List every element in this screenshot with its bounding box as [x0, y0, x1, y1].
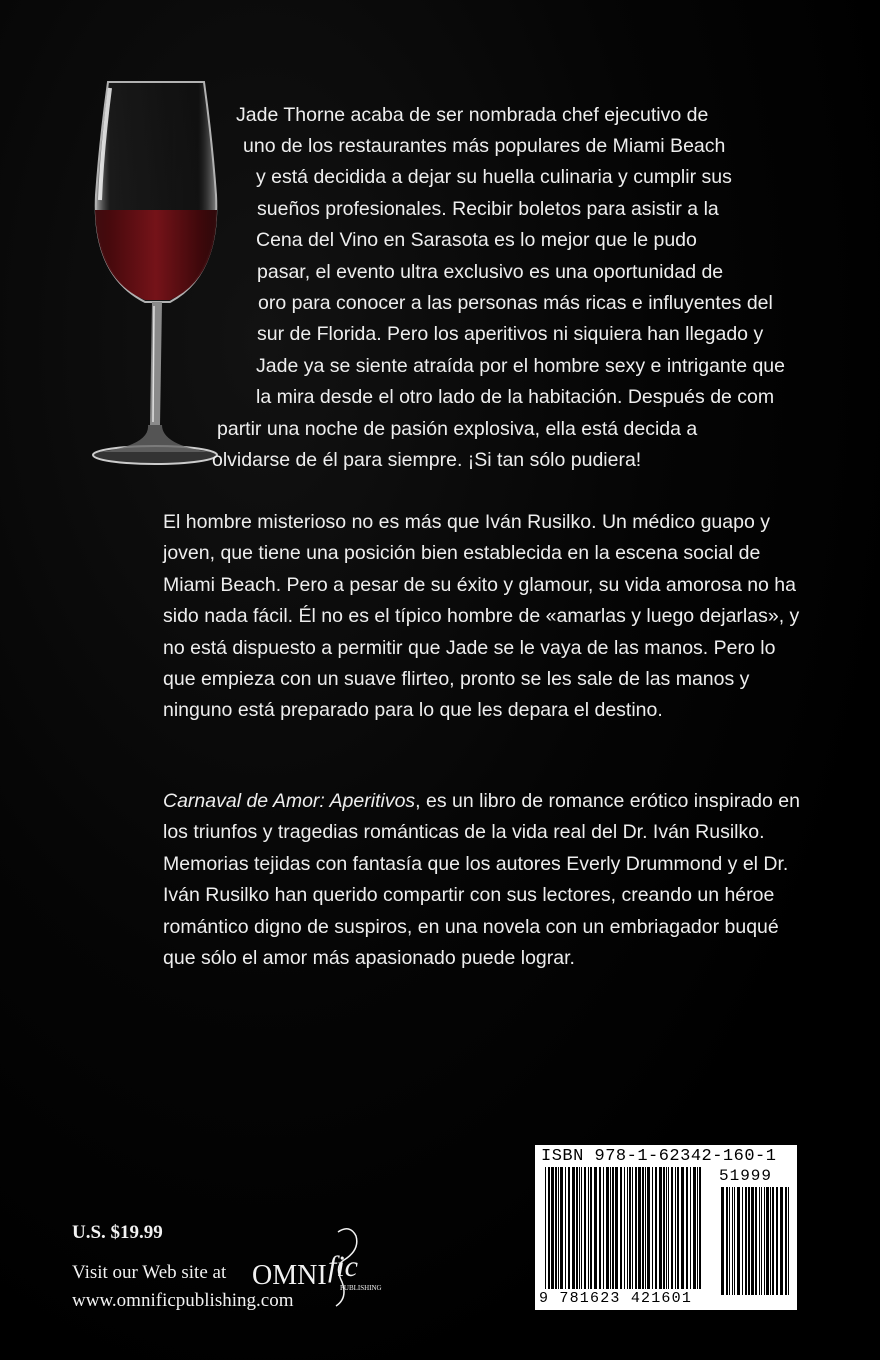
intro-line: Jade Thorne acaba de ser nombrada chef ejecutivo de [236, 104, 709, 126]
intro-line: partir una noche de pasión explosiva, ella está decida a [217, 418, 698, 440]
barcode-main-bars [543, 1167, 703, 1289]
wine-glass-illustration [70, 70, 240, 480]
paragraph-3-text: , es un libro de romance erótico inspirado en los triunfos y tragedias románticas de la vida real del Dr. Iván Rusilko. Memorias tejidas con fantasía que los autores Everly Drummond y el Dr. Iván Rusilko han querido compartir con sus lectores, creando un héroe romántico digno de suspiros, en una novela con un embriagador buqué que sólo el amor más apasionado puede lograr. [163, 790, 800, 970]
logo-text-main: OMNI [252, 1260, 327, 1291]
price-code: 51999 [719, 1167, 773, 1185]
intro-line: olvidarse de él para siempre. ¡Si tan sólo pudiera! [212, 449, 642, 471]
website-link[interactable]: www.omnificpublishing.com [72, 1290, 294, 1311]
book-title: Carnaval de Amor: Aperitivos [163, 790, 416, 812]
logo-text-sub: PUBLISHING [340, 1284, 382, 1292]
isbn-text: ISBN 978-1-62342-160-1 [541, 1147, 777, 1166]
intro-line: sueños profesionales. Recibir boletos para asistir a la [257, 198, 719, 220]
body-paragraph-3 [163, 786, 803, 974]
visit-text: Visit our Web site at [72, 1262, 227, 1283]
intro-line: pasar, el evento ultra exclusivo es una oportunidad de [257, 261, 724, 283]
intro-line: Cena del Vino en Sarasota es lo mejor que le pudo [256, 229, 697, 251]
intro-line: uno de los restaurantes más populares de Miami Beach [243, 135, 726, 157]
isbn-barcode [535, 1145, 797, 1310]
body-paragraph-2: El hombre misterioso no es más que Iván Rusilko. Un médico guapo y joven, que tiene una posición bien establecida en la escena social de Miami Beach. Pero a pesar de su éxito y glamour, su vida amorosa no ha sido nada fácil. Él no es el típico hombre de «amarlas y luego dejarlas», y no está dispuesto a permitir que Jade se le vaya de las manos. Pero lo que empieza con un suave flirteo, pronto se les sale de las manos y ninguno está preparado para lo que les depara el destino. [163, 511, 800, 722]
logo-text-script: fic [328, 1250, 358, 1283]
intro-line: y está decidida a dejar su huella culinaria y cumplir sus [256, 166, 732, 188]
intro-line: Jade ya se siente atraída por el hombre sexy e intrigante que [256, 355, 785, 377]
price-label: U.S. $19.99 [72, 1222, 163, 1243]
barcode-addon-bars [719, 1187, 791, 1295]
intro-line: la mira desde el otro lado de la habitación. Después de com [256, 386, 775, 408]
ean-number: 9 781623 421601 [539, 1290, 693, 1307]
publisher-logo [252, 1222, 392, 1312]
intro-line: oro para conocer a las personas más ricas e influyentes del [258, 292, 773, 314]
intro-line: sur de Florida. Pero los aperitivos ni siquiera han llegado y [257, 323, 764, 345]
